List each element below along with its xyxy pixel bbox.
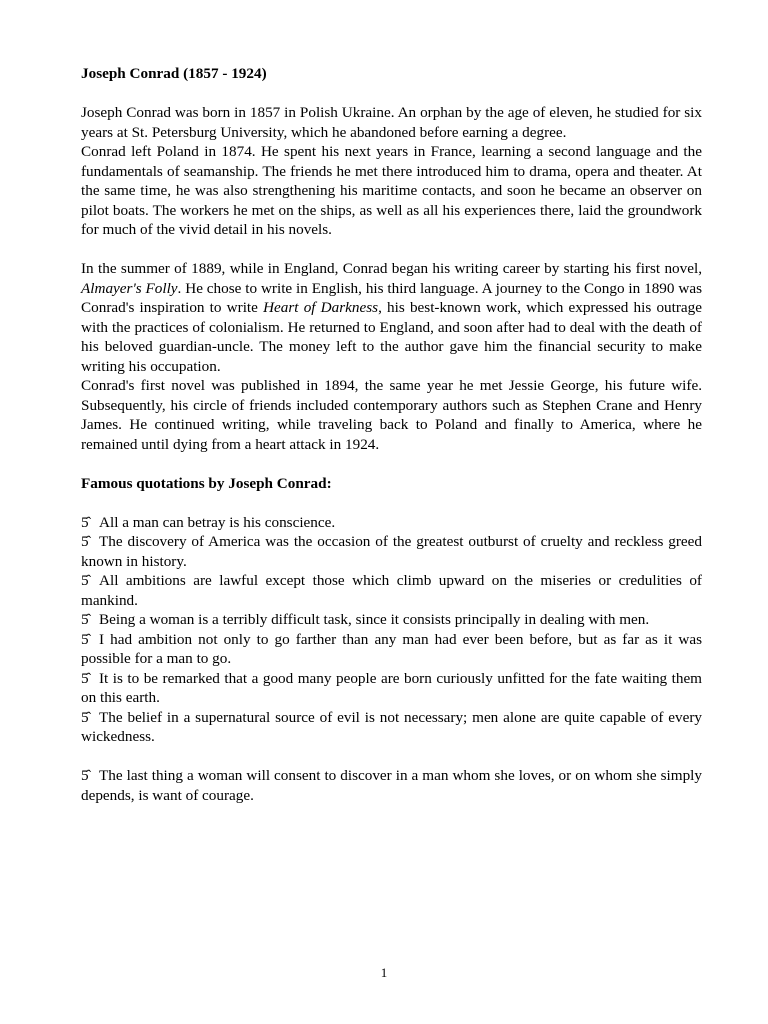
bullet-icon: 5̂ (81, 533, 89, 550)
paragraph-gap (81, 240, 702, 260)
quote-item (81, 513, 702, 533)
bullet-icon: 5̂ (81, 669, 89, 687)
paragraph-birth: Joseph Conrad was born in 1857 in Polish Ukraine. An orphan by the age of eleven, he studied for six years at St. Petersburg University, which he abandoned before earning a degree. (81, 104, 702, 141)
quote-text: The belief in a supernatural source of evil is not necessary; men alone are quite capable of every wickedness. (81, 708, 702, 745)
paragraph-text: . He chose to write in English, his third language. A journey to the Congo in 1890 was Conrad's inspiration to write (81, 279, 702, 316)
quote-item (81, 708, 702, 747)
quote-text: It is to be remarked that a good many people are born curiously unfitted for the fate waiting them on this earth. (81, 669, 702, 706)
paragraph-gap (81, 454, 702, 474)
book-title-almayers-folly: Almayer's Folly (81, 279, 178, 297)
book-title-heart-of-darkness: Heart of Darkness (263, 299, 379, 316)
quote-item (81, 532, 702, 571)
quote-text: The last thing a woman will consent to discover in a man whom she loves, or on whom she simply depends, is want of courage. (81, 767, 702, 804)
bullet-icon: 5̂ (81, 611, 89, 628)
quote-text: The discovery of America was the occasion of the greatest outburst of cruelty and reckless greed known in history. (81, 533, 702, 570)
paragraph-text: , his best-known work, which expressed his outrage with the practices of colonialism. He returned to England, and soon after had to deal with the death of his beloved guardian-uncle. The money left to the author gave him the financial security to make writing his occupation. (81, 299, 702, 375)
quote-item-final (81, 766, 702, 805)
document-page (81, 64, 702, 805)
quote-item (81, 610, 702, 630)
bullet-icon: 5̂ (81, 708, 89, 726)
bullet-icon: 5̂ (81, 767, 89, 784)
quote-text: All ambitions are lawful except those which climb upward on the miseries or credulities of mankind. (81, 572, 702, 609)
quote-item (81, 630, 702, 669)
document-title: Joseph Conrad (1857 - 1924) (81, 65, 267, 82)
paragraph-gap (81, 747, 702, 767)
quote-text: All a man can betray is his conscience. (99, 513, 336, 531)
quote-text: I had ambition not only to go farther than any man had ever been before, but as far as it was possible for a man to go. (81, 630, 702, 667)
paragraph-text: In the summer of 1889, while in England, Conrad began his writing career by starting his first novel, (81, 260, 702, 277)
paragraph-first-novel: Conrad's first novel was published in 1894, the same year he met Jessie George, his future wife. Subsequently, his circle of friends included contemporary authors such as Stephen Crane and Henry James. He continued writing, while traveling back to Poland and finally to America, where he remained until dying from a heart attack in 1924. (81, 377, 702, 453)
paragraph-writing-career (81, 259, 702, 376)
bullet-icon: 5̂ (81, 513, 89, 531)
page-number: 1 (380, 965, 388, 980)
bullet-icon: 5̂ (81, 630, 89, 648)
quote-item (81, 571, 702, 610)
quote-item (81, 669, 702, 708)
bullet-icon: 5̂ (81, 572, 89, 589)
paragraph-france: Conrad left Poland in 1874. He spent his next years in France, learning a second language and the fundamentals of seamanship. The friends he met there introduced him to drama, opera and theater. At the same time, he was also strengthening his maritime contacts, and soon he became an observer on pilot boats. The workers he met on the ships, as well as all his experiences there, laid the groundwork for much of the vivid detail in his novels. (81, 143, 702, 238)
quote-text: Being a woman is a terribly difficult task, since it consists principally in dealing with men. (99, 611, 650, 628)
quotes-heading: Famous quotations by Joseph Conrad: (81, 474, 332, 492)
quotes-list (81, 513, 702, 747)
